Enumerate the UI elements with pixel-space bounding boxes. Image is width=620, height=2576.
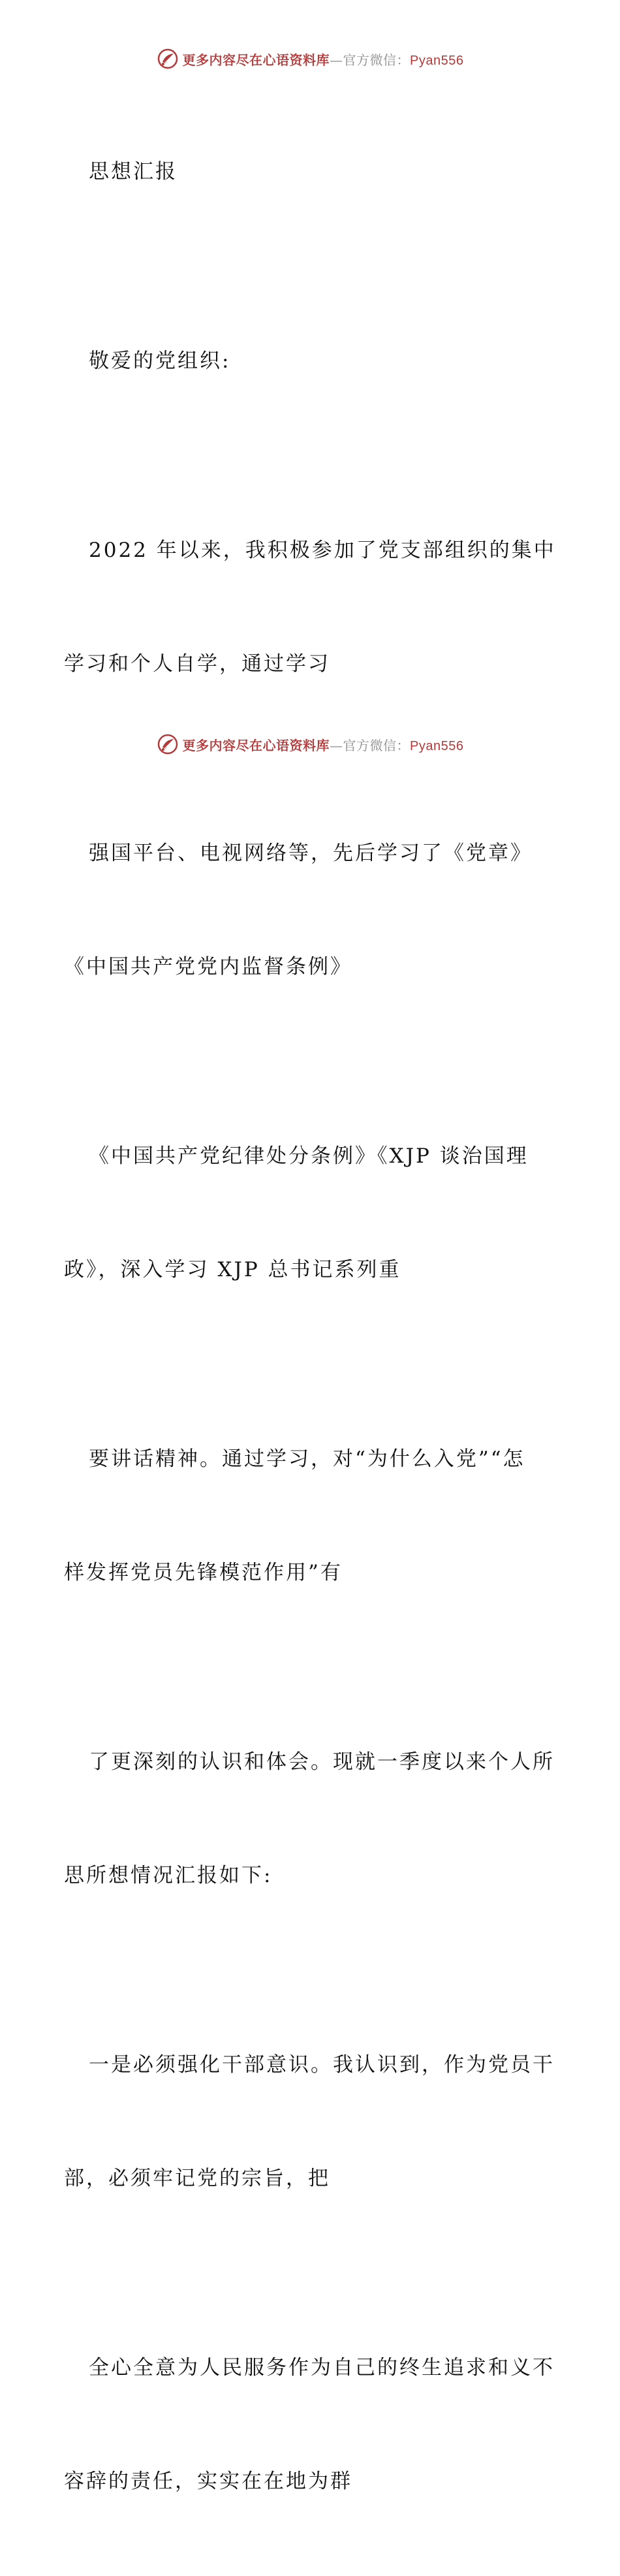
paragraph: 全心全意为人民服务作为自己的终生追求和义不 容辞的责任，实实在在地为群 bbox=[64, 2356, 555, 2493]
logo-icon bbox=[157, 48, 179, 70]
watermark-banner-bottom bbox=[0, 731, 620, 757]
watermark-banner-top bbox=[0, 46, 620, 72]
watermark-official: 官方微信： bbox=[343, 52, 411, 68]
document-title: 思想汇报 bbox=[89, 160, 178, 183]
watermark-text bbox=[183, 735, 464, 754]
paragraph: 要讲话精神。通过学习，对“为什么入党”“怎 样发挥党员先锋模范作用”有 bbox=[64, 1447, 525, 1584]
paragraph: 《中国共产党纪律处分条例》《XJP 谈治国理 政》，深入学习 XJP 总书记系列重 bbox=[64, 1144, 529, 1281]
watermark-main: 更多内容尽在心语资料库 bbox=[182, 52, 330, 68]
watermark-text bbox=[183, 50, 464, 69]
watermark-dash: — bbox=[330, 52, 343, 68]
watermark-dash: — bbox=[330, 737, 343, 753]
paragraph: 一是必须强化干部意识。我认识到，作为党员干 部，必须牢记党的宗旨，把 bbox=[64, 2053, 555, 2190]
paragraph: 了更深刻的认识和体会。现就一季度以来个人所 思所想情况汇报如下: bbox=[64, 1750, 555, 1887]
paragraph: 强国平台、电视网络等，先后学习了《党章》 《中国共产党党内监督条例》 bbox=[64, 841, 533, 979]
logo-icon bbox=[157, 733, 179, 755]
watermark-id: Pyan556 bbox=[410, 53, 464, 68]
document-body bbox=[64, 77, 560, 2576]
watermark-official: 官方微信： bbox=[343, 737, 411, 753]
watermark-main: 更多内容尽在心语资料库 bbox=[182, 737, 330, 753]
salutation: 敬爱的党组织: bbox=[89, 349, 231, 373]
watermark-id: Pyan556 bbox=[410, 738, 464, 753]
paragraph: 2022 年以来，我积极参加了党支部组织的集中 学习和个人自学，通过学习 bbox=[64, 539, 556, 676]
